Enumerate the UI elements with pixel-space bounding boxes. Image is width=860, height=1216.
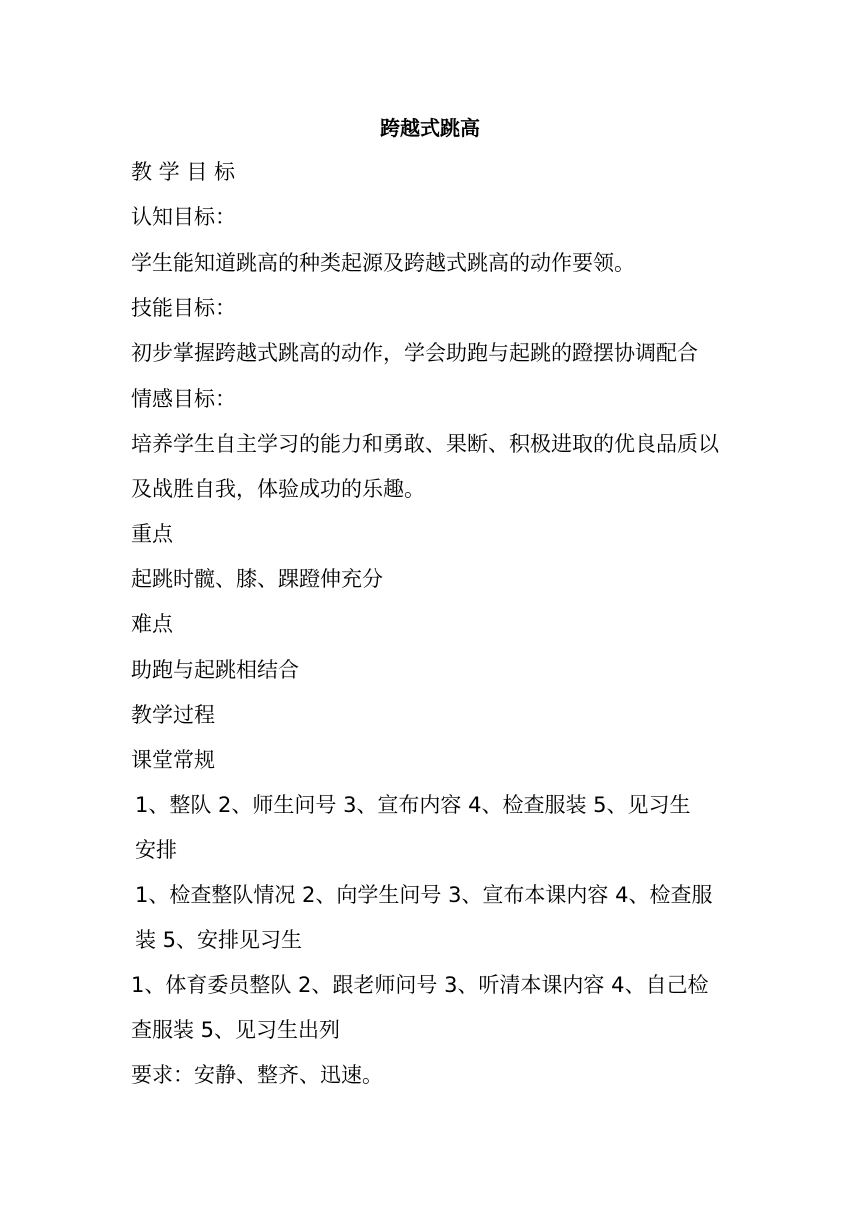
difficulty-label: 难点	[131, 612, 173, 636]
routine-content-line2: 安排	[135, 838, 177, 862]
teacher-activity-line2: 装 5、安排见习生	[135, 928, 303, 952]
skill-goal-label: 技能目标：	[131, 296, 236, 320]
emotional-goal-label: 情感目标：	[131, 387, 236, 411]
document-title: 跨越式跳高	[380, 116, 480, 140]
emotional-goal-text-line1: 培养学生自主学习的能力和勇敢、果断、积极进取的优良品质以	[131, 432, 719, 456]
teacher-activity-line1: 1、检查整队情况 2、向学生问号 3、宣布本课内容 4、检查服	[135, 883, 713, 907]
routine-content-line1: 1、整队 2、师生问号 3、宣布内容 4、检查服装 5、见习生	[135, 793, 691, 817]
cognitive-goal-text: 学生能知道跳高的种类起源及跨越式跳高的动作要领。	[131, 251, 635, 275]
cognitive-goal-label: 认知目标：	[131, 205, 236, 229]
emotional-goal-text-line2: 及战胜自我，体验成功的乐趣。	[131, 477, 425, 501]
requirements-text: 要求：安静、整齐、迅速。	[131, 1063, 383, 1087]
student-activity-line1: 1、体育委员整队 2、跟老师问号 3、听清本课内容 4、自己检	[131, 973, 709, 997]
skill-goal-text: 初步掌握跨越式跳高的动作，学会助跑与起跳的蹬摆协调配合	[131, 341, 698, 365]
difficulty-text: 助跑与起跳相结合	[131, 658, 299, 682]
classroom-routine-label: 课堂常规	[131, 748, 215, 772]
key-point-label: 重点	[131, 522, 173, 546]
section-heading-teaching-goals: 教 学 目 标	[131, 160, 236, 184]
teaching-process-label: 教学过程	[131, 703, 215, 727]
student-activity-line2: 查服装 5、见习生出列	[131, 1018, 341, 1042]
key-point-text: 起跳时髋、膝、踝蹬伸充分	[131, 567, 383, 591]
